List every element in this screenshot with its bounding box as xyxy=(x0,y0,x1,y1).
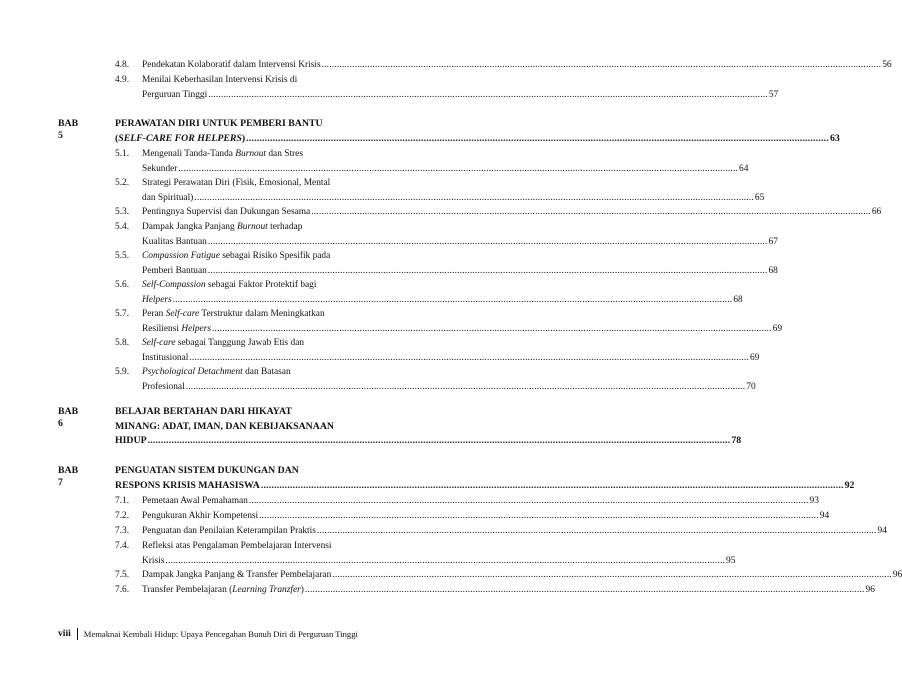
title-segment: Refleksi atas Pengalaman Pembelajaran Intervensi xyxy=(142,541,332,551)
toc-entry-title xyxy=(142,74,297,86)
toc-entry-line xyxy=(142,192,765,204)
title-segment: Self-care xyxy=(142,338,176,348)
toc-entry-line xyxy=(142,89,779,101)
page-number: 64 xyxy=(739,163,749,174)
title-segment: PERAWATAN DIRI UNTUK PEMBERI BANTU xyxy=(115,118,323,129)
toc-entry-title xyxy=(142,366,291,378)
toc-entry-line xyxy=(142,540,332,552)
dot-leader: ............................................................................................................................................................................................................................ xyxy=(212,323,772,334)
title-segment: ) xyxy=(300,585,304,595)
toc-entry-line xyxy=(142,366,291,378)
title-segment: Menilai Keberhasilan Intervensi Krisis di xyxy=(142,75,298,85)
toc-entry-line xyxy=(142,236,778,248)
toc-entry-title xyxy=(142,294,172,306)
toc-entry-line xyxy=(142,337,304,349)
title-segment: Mengenali Tanda-Tanda xyxy=(142,149,236,159)
title-segment: sebagai Tanggung Jawab Etis dan xyxy=(175,338,305,348)
title-segment: Peran xyxy=(142,309,166,319)
toc-entry-line xyxy=(115,435,742,447)
toc-entry-title xyxy=(142,89,207,101)
section-number: 5.5. xyxy=(115,251,130,261)
toc-entry-title xyxy=(142,337,304,349)
title-segment: Dampak Jangka Panjang & Transfer Pembelajaran xyxy=(142,570,332,580)
title-segment: Resiliensi xyxy=(142,323,182,334)
toc-entry-title xyxy=(142,308,325,320)
title-segment: Krisis xyxy=(142,555,165,566)
section-number: 5.4. xyxy=(115,222,130,232)
section-number: 7.4. xyxy=(115,541,130,551)
page-number: 63 xyxy=(829,132,840,144)
toc-entry-line xyxy=(142,308,325,320)
title-segment: Perguruan Tinggi xyxy=(142,89,208,100)
dot-leader: ............................................................................................................................................................................................................................ xyxy=(259,511,819,521)
title-segment: Transfer Pembelajaran ( xyxy=(142,585,233,595)
toc-entry-title xyxy=(142,163,177,175)
section-number: 4.8. xyxy=(115,60,130,70)
section-number: 7.3. xyxy=(115,526,130,536)
title-segment: Sekunder xyxy=(142,163,178,174)
title-segment: Helpers xyxy=(181,323,212,334)
dot-leader: ............................................................................................................................................................................................................................ xyxy=(165,555,726,566)
dot-leader: ............................................................................................................................................................................................................................ xyxy=(321,60,882,70)
toc-entry-title xyxy=(142,192,193,204)
title-segment: Terstruktur dalam Meningkatkan xyxy=(199,309,325,319)
title-segment: Psychological Detachment xyxy=(142,367,243,377)
page-number: 67 xyxy=(768,236,778,247)
dot-leader: ............................................................................................................................................................................................................................ xyxy=(248,496,809,506)
page-number: 93 xyxy=(809,496,819,506)
footer-page-number: viii xyxy=(58,628,71,639)
title-segment: HIDUP xyxy=(115,435,147,447)
dot-leader: ............................................................................................................................................................................................................................ xyxy=(246,132,829,144)
toc-entry-line xyxy=(142,323,783,335)
toc-entry-title xyxy=(142,250,330,262)
page-footer xyxy=(58,628,358,640)
toc-entry-title xyxy=(142,569,331,581)
title-segment: Self-care xyxy=(165,309,200,319)
toc-entry-title xyxy=(115,421,334,433)
dot-leader: ............................................................................................................................................................................................................................ xyxy=(311,207,871,217)
title-segment: ) xyxy=(241,132,246,144)
toc-entry-line xyxy=(142,294,743,306)
toc-entry-line xyxy=(142,177,330,189)
page-number: 96 xyxy=(892,570,902,580)
toc-entry-line xyxy=(142,206,882,218)
section-number: 5.2. xyxy=(115,178,130,188)
dot-leader: ............................................................................................................................................................................................................................ xyxy=(189,352,749,363)
toc-entry-title xyxy=(115,406,292,418)
dot-leader: ............................................................................................................................................................................................................................ xyxy=(304,585,865,595)
section-number: 5.1. xyxy=(115,149,130,159)
toc-entry-line xyxy=(142,221,302,233)
title-segment: Institusional xyxy=(142,352,189,363)
title-segment: Pengukuran Akhir Kompetensi xyxy=(142,511,259,521)
title-segment: Self-Compassion xyxy=(142,280,206,290)
dot-leader: ............................................................................................................................................................................................................................ xyxy=(194,192,754,203)
footer-book-title: Memaknai Kembali Hidup: Upaya Pencegahan Bunuh Diri di Perguruan Tinggi xyxy=(83,629,358,639)
section-number: 5.9. xyxy=(115,367,130,377)
page-number: 66 xyxy=(871,207,882,217)
dot-leader: ............................................................................................................................................................................................................................ xyxy=(260,479,844,491)
toc-entry-line xyxy=(142,265,778,277)
toc-entry-line xyxy=(142,555,736,567)
title-segment: Learning Tranzfer xyxy=(232,585,301,595)
title-segment: PENGUATAN SISTEM DUKUNGAN DAN xyxy=(115,465,299,476)
section-number: 5.8. xyxy=(115,338,130,348)
title-segment: dan Batasan xyxy=(242,367,291,377)
page-number: 96 xyxy=(865,585,875,595)
chapter-label: BAB 6 xyxy=(58,406,79,429)
toc-entry-line xyxy=(142,352,760,364)
page-number: 70 xyxy=(746,381,756,392)
toc-entry-title xyxy=(142,540,332,552)
toc-entry-line xyxy=(115,479,855,492)
title-segment: Strategi Perawatan Diri (Fisik, Emosional, Mental xyxy=(142,178,331,188)
dot-leader: ............................................................................................................................................................................................................................ xyxy=(185,381,746,392)
section-number: 4.9. xyxy=(115,75,130,85)
page-number: 65 xyxy=(754,192,765,203)
toc-entry-line xyxy=(115,421,334,433)
toc-entry-title xyxy=(142,495,248,507)
section-number: 5.3. xyxy=(115,207,130,217)
toc-entry-title xyxy=(142,279,316,291)
toc-entry-line xyxy=(142,381,756,393)
chapter-label: BAB 7 xyxy=(58,465,79,488)
page-number: 57 xyxy=(768,89,779,100)
toc-entry-title xyxy=(142,59,321,71)
title-segment: Pemberi Bantuan xyxy=(142,265,207,276)
toc-entry-line xyxy=(142,279,316,291)
toc-entry-line xyxy=(142,250,330,262)
toc-entry-line xyxy=(142,584,875,596)
title-segment: dan Spiritual) xyxy=(142,192,194,203)
dot-leader: ............................................................................................................................................................................................................................ xyxy=(147,435,731,447)
toc-entry-title xyxy=(142,510,258,522)
dot-leader: ............................................................................................................................................................................................................................ xyxy=(207,236,768,247)
toc-entry-line xyxy=(142,163,749,175)
title-segment: sebagai Risiko Spesifik pada xyxy=(219,251,331,261)
toc-entry-title xyxy=(142,555,164,567)
title-segment: Burnout xyxy=(237,222,268,232)
title-segment: Helpers xyxy=(142,294,172,305)
dot-leader: ............................................................................................................................................................................................................................ xyxy=(172,294,733,305)
title-segment: SELF-CARE FOR HELPERS xyxy=(118,132,242,144)
dot-leader: ............................................................................................................................................................................................................................ xyxy=(207,265,768,276)
toc-entry-line xyxy=(142,148,303,160)
toc-entry-title xyxy=(142,525,316,537)
chapter-label: BAB 5 xyxy=(58,118,79,141)
page-number: 68 xyxy=(733,294,743,305)
toc-entry-title xyxy=(142,381,185,393)
dot-leader: ............................................................................................................................................................................................................................ xyxy=(316,526,877,536)
toc-entry-title xyxy=(142,323,211,335)
section-number: 7.2. xyxy=(115,511,130,521)
dot-leader: ............................................................................................................................................................................................................................ xyxy=(178,163,739,174)
toc-entry-title xyxy=(115,118,323,130)
dot-leader: ............................................................................................................................................................................................................................ xyxy=(208,89,768,100)
section-number: 7.5. xyxy=(115,570,130,580)
title-segment: ( xyxy=(115,132,119,144)
toc-entry-title xyxy=(142,584,304,596)
toc-entry-line xyxy=(142,569,902,581)
toc-entry-title xyxy=(142,352,188,364)
section-number: 5.6. xyxy=(115,280,130,290)
section-number: 5.7. xyxy=(115,309,130,319)
toc-entry-title xyxy=(115,465,299,477)
page-number: 69 xyxy=(772,323,783,334)
page-number: 78 xyxy=(731,435,742,447)
toc-entry-title xyxy=(142,236,207,248)
toc-entry-line xyxy=(115,465,299,477)
toc-entry-line xyxy=(142,59,892,71)
section-number: 7.6. xyxy=(115,585,130,595)
toc-entry-line xyxy=(115,406,292,418)
title-segment: Profesional xyxy=(142,381,185,392)
footer-divider xyxy=(77,628,78,640)
toc-entry-title xyxy=(142,206,310,218)
title-segment: BELAJAR BERTAHAN DARI HIKAYAT xyxy=(115,406,292,417)
toc-entry-line xyxy=(115,132,840,145)
title-segment: sebagai Faktor Protektif bagi xyxy=(205,280,317,290)
title-segment: Penguatan dan Penilaian Keterampilan Praktis xyxy=(142,526,316,536)
dot-leader: ............................................................................................................................................................................................................................ xyxy=(332,570,892,580)
toc-entry-line xyxy=(115,118,323,130)
section-number: 7.1. xyxy=(115,496,130,506)
toc-entry-title xyxy=(142,177,330,189)
toc-entry-title xyxy=(142,265,207,277)
title-segment: Pemetaan Awal Pemahaman xyxy=(142,496,248,506)
title-segment: Dampak Jangka Panjang xyxy=(142,222,238,232)
toc-entry-title xyxy=(115,480,260,492)
toc-entry-title xyxy=(115,435,147,447)
toc-entry-title xyxy=(115,133,245,145)
title-segment: MINANG: ADAT, IMAN, DAN KEBIJAKSANAAN xyxy=(115,420,334,432)
page-number: 94 xyxy=(819,511,830,521)
page-number: 92 xyxy=(844,479,855,491)
page-number: 69 xyxy=(749,352,760,363)
toc-entry-line xyxy=(142,495,819,507)
title-segment: Burnout xyxy=(235,149,267,159)
toc-entry-title xyxy=(142,221,302,233)
title-segment: RESPONS KRISIS MAHASISWA xyxy=(115,479,260,491)
page-number: 95 xyxy=(726,555,736,566)
toc-entry-line xyxy=(142,525,887,537)
page-number: 56 xyxy=(882,60,892,70)
toc-entry-line xyxy=(142,510,830,522)
page-number: 68 xyxy=(768,265,778,276)
page-number: 94 xyxy=(877,526,887,536)
title-segment: Pendekatan Kolaboratif dalam Intervensi Krisis xyxy=(142,60,321,70)
title-segment: terhadap xyxy=(267,222,303,232)
title-segment: Compassion Fatigue xyxy=(142,251,220,261)
title-segment: Kualitas Bantuan xyxy=(142,236,207,247)
title-segment: dan Stres xyxy=(266,149,303,159)
toc-entry-line xyxy=(142,74,297,86)
title-segment: Pentingnya Supervisi dan Dukungan Sesama xyxy=(142,207,311,217)
toc-entry-title xyxy=(142,148,303,160)
